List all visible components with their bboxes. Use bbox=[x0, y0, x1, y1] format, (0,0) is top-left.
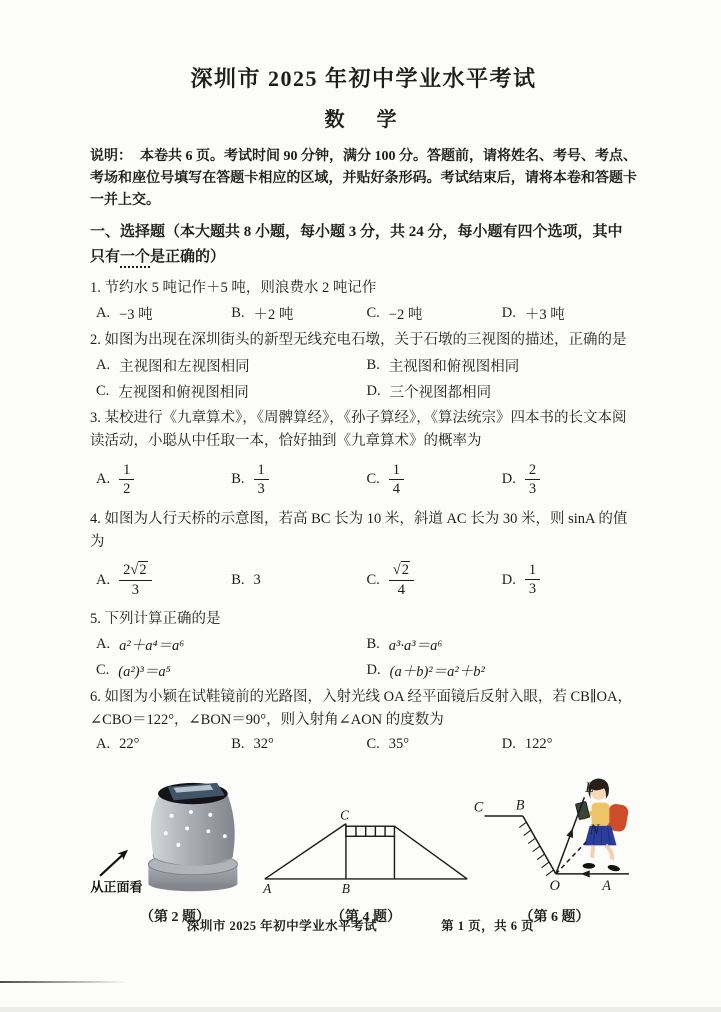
question-4 bbox=[90, 508, 637, 603]
label-B: B bbox=[341, 880, 350, 896]
q5-option-a: A. a²＋a⁴＝a⁶ bbox=[96, 636, 185, 655]
fraction: $\frac{1}{4}$ bbox=[389, 462, 404, 498]
section-1-suffix: 是正确的） bbox=[150, 248, 226, 265]
figure-question-4 bbox=[261, 807, 471, 926]
question-2-text: 2. 如图为出现在深圳街头的新型无线充电石墩，关于石墩的三视图的描述，正确的是 bbox=[90, 332, 627, 349]
light-path-labels bbox=[474, 779, 611, 893]
light-path-diagram bbox=[472, 765, 637, 899]
q4-option-b: B. 3 bbox=[231, 571, 261, 588]
figure-question-2 bbox=[90, 781, 260, 926]
q1-option-d: D. ＋3 吨 bbox=[501, 305, 565, 324]
q5-option-b: B. a³·a³＝a⁶ bbox=[366, 636, 443, 655]
q5-option-d: D. (a＋b)²＝a²＋b² bbox=[366, 662, 485, 681]
instructions-text: 本卷共 6 页。考试时间 90 分钟，满分 100 分。答题前，请将姓名、考号、考点、考场和座位号填写在答题卡相应的区域，并贴好条形码。考试结束后，请将本卷和答题卡一并上交。 bbox=[90, 149, 637, 209]
subject-title: 数 学 bbox=[324, 109, 403, 131]
question-5-options-row-1 bbox=[90, 634, 637, 655]
reflected-ray-arrowhead-icon bbox=[566, 827, 576, 838]
section-1-prefix: 一、选择题（本大题共 8 小题，每小题 3 分，共 24 分，每小题有四个选项，其中只有 bbox=[90, 224, 623, 265]
label-O: O bbox=[549, 877, 560, 894]
q3-option-d: D. $\frac{2}{3}$ bbox=[502, 457, 637, 503]
question-6 bbox=[90, 686, 637, 752]
footer-page-info: 第 1 页，共 6 页 bbox=[441, 919, 535, 933]
q2-option-a: A. 主视图和左视图相同 bbox=[96, 357, 250, 376]
question-5-options-row-2 bbox=[90, 660, 637, 681]
q5-option-c: C. (a²)³＝a⁵ bbox=[96, 662, 171, 681]
exam-instructions bbox=[90, 146, 637, 212]
bridge-lines bbox=[265, 823, 467, 878]
question-2-options-row-2 bbox=[90, 381, 637, 402]
q6-option-b: B. 32° bbox=[231, 735, 274, 752]
question-3-text: 3. 某校进行《九章算术》，《周髀算经》，《孙子算经》，《算法统宗》四本书的长文本阅读活动，小聪从中任取一本，恰好抽到《九章算术》的概率为 bbox=[90, 410, 627, 450]
mirror-hatching bbox=[519, 822, 553, 876]
q2-option-c: C. 左视图和俯视图相同 bbox=[96, 383, 249, 402]
fraction: $\frac{1}{2}$ bbox=[119, 462, 134, 498]
q3-option-a: A. $\frac{1}{2}$ bbox=[96, 457, 231, 503]
figure-2-caption: （第 2 题） bbox=[140, 909, 210, 925]
question-1 bbox=[90, 277, 637, 324]
question-4-text: 4. 如图为人行天桥的示意图，若高 BC 长为 10 米，斜道 AC 长为 30 米，则 sinA 的值为 bbox=[90, 510, 628, 550]
girl-figure bbox=[575, 778, 629, 872]
q6-option-c: C. 35° bbox=[366, 735, 410, 752]
figure-6-caption: （第 6 题） bbox=[519, 909, 590, 925]
question-1-options bbox=[90, 303, 637, 324]
label-E: E bbox=[585, 779, 594, 796]
question-2 bbox=[90, 329, 637, 402]
footer-exam-title: 深圳市 2025 年初中学业水平考试 bbox=[186, 919, 378, 933]
incident-ray-arrowhead-icon bbox=[581, 870, 590, 877]
q1-option-c: C. −2 吨 bbox=[366, 305, 423, 324]
figures-row bbox=[90, 765, 637, 926]
question-3 bbox=[90, 407, 637, 502]
label-B: B bbox=[515, 797, 525, 814]
q1-option-a: A. −3 吨 bbox=[96, 305, 153, 324]
section-1-header bbox=[90, 220, 637, 269]
fraction: 2 √ 2 3 bbox=[119, 561, 151, 598]
question-6-options bbox=[90, 736, 637, 753]
label-N: N bbox=[589, 821, 600, 838]
q2-option-b: B. 主视图和俯视图相同 bbox=[366, 357, 520, 376]
q3-option-b: B. $\frac{1}{3}$ bbox=[231, 457, 366, 503]
fraction: $\frac{1}{3}$ bbox=[254, 462, 269, 498]
label-A: A bbox=[263, 880, 272, 896]
q2-option-d: D. 三个视图都相同 bbox=[366, 383, 492, 402]
scan-shadow-edge bbox=[0, 981, 128, 983]
sqrt-sign: √ bbox=[130, 562, 139, 579]
fraction: √ 2 4 bbox=[389, 561, 414, 598]
q6-option-d: D. 122° bbox=[501, 735, 553, 752]
fraction: $\frac{2}{3}$ bbox=[525, 462, 540, 498]
scan-bottom-edge bbox=[0, 1007, 721, 1012]
q4-option-c: C. √ 2 4 bbox=[367, 557, 502, 603]
question-6-text: 6. 如图为小颖在试鞋镜前的光路图，入射光线 OA 经平面镜后反射入眼，若 CB∥OA，∠CBO＝122°，∠BON＝90°，则入射角∠AON 的度数为 bbox=[90, 689, 632, 729]
figure-4-caption: （第 4 题） bbox=[331, 909, 401, 925]
sqrt-sign: √ bbox=[392, 562, 401, 579]
question-2-options-row-1 bbox=[90, 355, 637, 376]
stone-pillar bbox=[148, 783, 237, 891]
label-C: C bbox=[473, 799, 484, 816]
fraction: $\frac{1}{3}$ bbox=[525, 562, 540, 598]
question-5-text: 5. 下列计算正确的是 bbox=[90, 611, 221, 628]
q4-option-d: D. $\frac{1}{3}$ bbox=[502, 557, 637, 603]
front-view-arrow-icon bbox=[100, 846, 131, 875]
q1-option-b: B. ＋2 吨 bbox=[231, 305, 294, 324]
q4-option-a: A. 2 √ 2 3 bbox=[96, 557, 231, 603]
question-3-options bbox=[90, 457, 637, 503]
q6-option-a: A. 22° bbox=[96, 735, 140, 752]
bridge-diagram bbox=[261, 807, 471, 899]
question-4-options bbox=[90, 557, 637, 603]
stone-pillar-photo bbox=[90, 781, 260, 899]
question-5 bbox=[90, 608, 637, 681]
front-view-label: 从正面看 bbox=[90, 878, 143, 894]
page-footer bbox=[0, 916, 721, 934]
bridge-labels bbox=[262, 807, 350, 896]
page-title: 深圳市 2025 年初中学业水平考试 bbox=[190, 66, 537, 91]
q3-option-c: C. $\frac{1}{4}$ bbox=[367, 457, 502, 503]
figure-question-6 bbox=[472, 765, 637, 926]
question-1-text: 1. 节约水 5 吨记作＋5 吨，则浪费水 2 吨记作 bbox=[90, 279, 377, 296]
section-1-emphasis: 一个 bbox=[120, 249, 150, 268]
instructions-label: 说明： bbox=[90, 149, 132, 164]
label-C: C bbox=[340, 807, 349, 823]
label-A: A bbox=[602, 877, 611, 894]
